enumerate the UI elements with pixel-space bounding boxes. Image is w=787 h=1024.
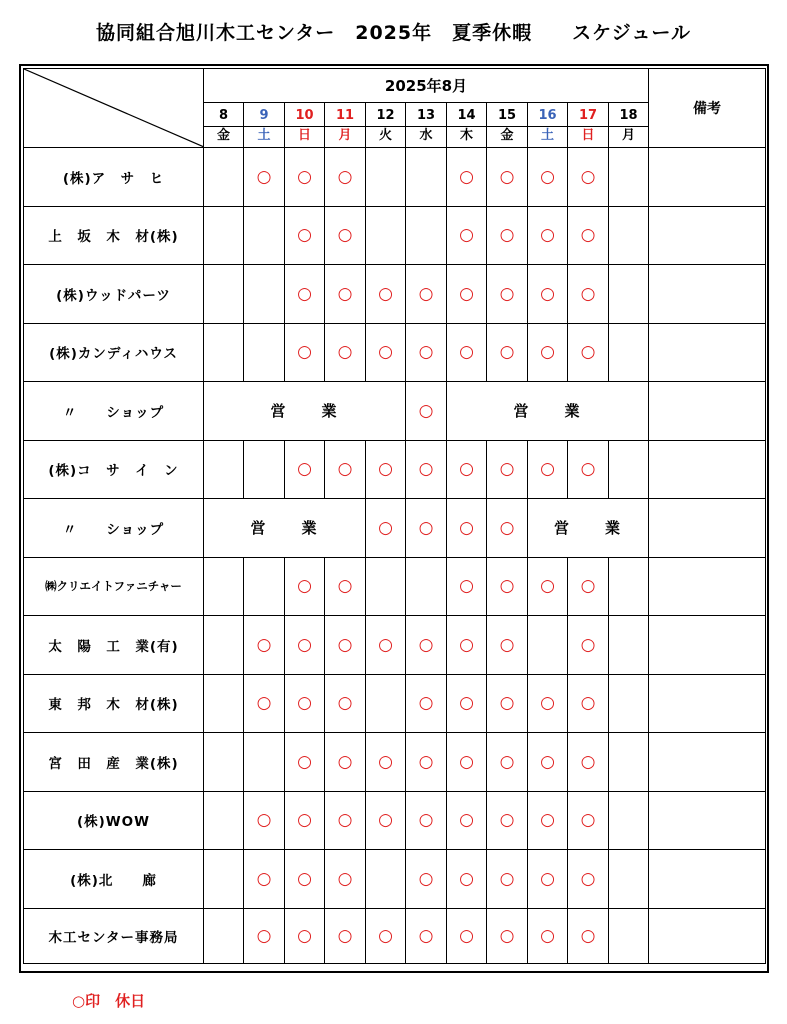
day-cell: ○ bbox=[325, 908, 366, 963]
day-cell: ○ bbox=[285, 148, 325, 207]
company-row bbox=[24, 382, 766, 441]
month-header-row bbox=[24, 69, 766, 103]
company-name: 〃 ショップ bbox=[24, 382, 204, 441]
day-cell: ○ bbox=[447, 440, 487, 499]
day-cell: ○ bbox=[568, 791, 609, 850]
company-row bbox=[24, 148, 766, 207]
day-cell: ○ bbox=[406, 616, 447, 675]
day-cell: ○ bbox=[406, 265, 447, 324]
company-row bbox=[24, 265, 766, 324]
day-cell: ○ bbox=[487, 499, 528, 558]
day-cell: ○ bbox=[447, 265, 487, 324]
day-cell: ○ bbox=[568, 908, 609, 963]
day-cell: ○ bbox=[406, 323, 447, 382]
page-title: 協同組合旭川木工センター 2025年 夏季休暇 スケジュール bbox=[96, 22, 691, 44]
day-of-week: 土 bbox=[257, 127, 271, 143]
corner-cell bbox=[24, 69, 204, 148]
day-cell: ○ bbox=[447, 791, 487, 850]
day-number: 18 bbox=[609, 106, 648, 127]
day-number: 17 bbox=[568, 106, 608, 127]
legend: ○印 休日 bbox=[72, 992, 146, 1010]
day-cell: ○ bbox=[244, 616, 285, 675]
day-cell bbox=[366, 148, 406, 207]
company-name: 太 陽 工 業(有) bbox=[24, 616, 204, 675]
day-of-week: 金 bbox=[216, 127, 230, 143]
day-cell bbox=[204, 674, 244, 733]
day-cell: ○ bbox=[325, 323, 366, 382]
company-name: (株)ウッドパーツ bbox=[24, 265, 204, 324]
day-of-week: 月 bbox=[338, 127, 352, 143]
day-cell: ○ bbox=[325, 674, 366, 733]
day-cell: ○ bbox=[366, 265, 406, 324]
day-cell: ○ bbox=[487, 148, 528, 207]
day-cell: ○ bbox=[244, 674, 285, 733]
day-cell: ○ bbox=[406, 733, 447, 792]
day-number: 16 bbox=[528, 106, 567, 127]
day-cell: ○ bbox=[528, 323, 568, 382]
day-cell: ○ bbox=[325, 791, 366, 850]
day-cell: ○ bbox=[285, 674, 325, 733]
day-cell: ○ bbox=[487, 908, 528, 963]
day-cell: ○ bbox=[487, 323, 528, 382]
day-cell: ○ bbox=[325, 850, 366, 909]
day-cell: ○ bbox=[568, 557, 609, 616]
day-cell: ○ bbox=[325, 440, 366, 499]
schedule-table bbox=[23, 68, 766, 964]
day-cell bbox=[244, 440, 285, 499]
day-cell: ○ bbox=[528, 674, 568, 733]
day-cell: ○ bbox=[406, 850, 447, 909]
day-cell: ○ bbox=[285, 557, 325, 616]
remarks-cell bbox=[649, 323, 766, 382]
diagonal-line bbox=[24, 69, 204, 147]
day-cell bbox=[244, 323, 285, 382]
day-cell: ○ bbox=[366, 323, 406, 382]
day-header-cell bbox=[487, 103, 528, 148]
day-cell: ○ bbox=[528, 206, 568, 265]
day-cell: ○ bbox=[406, 674, 447, 733]
day-cell bbox=[366, 674, 406, 733]
day-header-cell bbox=[325, 103, 366, 148]
day-of-week: 金 bbox=[500, 127, 514, 143]
day-number: 14 bbox=[447, 106, 486, 127]
day-cell bbox=[244, 265, 285, 324]
day-cell: ○ bbox=[406, 791, 447, 850]
day-number: 9 bbox=[244, 106, 284, 127]
company-name: 宮 田 産 業(株) bbox=[24, 733, 204, 792]
company-row bbox=[24, 499, 766, 558]
remarks-cell bbox=[649, 382, 766, 441]
day-cell: ○ bbox=[568, 148, 609, 207]
day-cell: ○ bbox=[285, 265, 325, 324]
day-cell: ○ bbox=[325, 616, 366, 675]
day-cell bbox=[609, 791, 649, 850]
company-name: 〃 ショップ bbox=[24, 499, 204, 558]
day-of-week: 水 bbox=[419, 127, 433, 143]
day-cell: ○ bbox=[487, 791, 528, 850]
day-cell bbox=[609, 557, 649, 616]
day-cell: ○ bbox=[447, 733, 487, 792]
day-cell bbox=[528, 616, 568, 675]
day-cell: ○ bbox=[568, 674, 609, 733]
day-cell: ○ bbox=[487, 616, 528, 675]
day-number: 12 bbox=[366, 106, 405, 127]
remarks-cell bbox=[649, 440, 766, 499]
day-cell: ○ bbox=[447, 323, 487, 382]
day-cell: ○ bbox=[487, 674, 528, 733]
day-header-cell bbox=[244, 103, 285, 148]
day-cell: ○ bbox=[568, 616, 609, 675]
day-cell bbox=[204, 616, 244, 675]
remarks-cell bbox=[649, 265, 766, 324]
company-row bbox=[24, 206, 766, 265]
day-cell: ○ bbox=[447, 616, 487, 675]
day-cell: ○ bbox=[568, 850, 609, 909]
remarks-cell bbox=[649, 791, 766, 850]
day-cell bbox=[204, 557, 244, 616]
day-cell: ○ bbox=[406, 382, 447, 441]
open-for-business-cell: 営 業 bbox=[204, 499, 366, 558]
day-cell bbox=[244, 557, 285, 616]
day-cell bbox=[406, 148, 447, 207]
day-cell bbox=[204, 791, 244, 850]
day-cell: ○ bbox=[366, 733, 406, 792]
day-cell bbox=[609, 206, 649, 265]
remarks-cell bbox=[649, 674, 766, 733]
day-cell: ○ bbox=[528, 557, 568, 616]
day-cell bbox=[366, 557, 406, 616]
day-cell: ○ bbox=[487, 206, 528, 265]
company-row bbox=[24, 557, 766, 616]
day-cell: ○ bbox=[568, 323, 609, 382]
day-of-week: 日 bbox=[297, 127, 311, 143]
day-cell: ○ bbox=[568, 265, 609, 324]
day-cell: ○ bbox=[406, 908, 447, 963]
company-row bbox=[24, 323, 766, 382]
day-cell bbox=[244, 206, 285, 265]
day-cell: ○ bbox=[487, 265, 528, 324]
company-name: 東 邦 木 材(株) bbox=[24, 674, 204, 733]
day-number: 11 bbox=[325, 106, 365, 127]
day-cell: ○ bbox=[528, 148, 568, 207]
day-cell bbox=[204, 265, 244, 324]
company-name: 上 坂 木 材(株) bbox=[24, 206, 204, 265]
day-cell bbox=[244, 733, 285, 792]
open-for-business-cell: 営 業 bbox=[447, 382, 649, 441]
day-cell bbox=[609, 440, 649, 499]
remarks-cell bbox=[649, 148, 766, 207]
day-cell: ○ bbox=[366, 908, 406, 963]
day-header-cell bbox=[366, 103, 406, 148]
day-cell bbox=[204, 323, 244, 382]
remarks-cell bbox=[649, 499, 766, 558]
day-cell: ○ bbox=[487, 733, 528, 792]
day-cell bbox=[204, 440, 244, 499]
company-name: (株)WOW bbox=[24, 791, 204, 850]
day-cell: ○ bbox=[325, 148, 366, 207]
day-cell: ○ bbox=[325, 557, 366, 616]
day-cell: ○ bbox=[244, 791, 285, 850]
day-cell: ○ bbox=[447, 557, 487, 616]
day-cell bbox=[609, 850, 649, 909]
day-number: 15 bbox=[487, 106, 527, 127]
day-cell: ○ bbox=[285, 908, 325, 963]
company-name: ㈱クリエイトファニチャー bbox=[24, 557, 204, 616]
company-name: (株)北 廊 bbox=[24, 850, 204, 909]
day-cell: ○ bbox=[487, 440, 528, 499]
day-cell: ○ bbox=[406, 499, 447, 558]
day-cell bbox=[406, 557, 447, 616]
day-number: 8 bbox=[204, 106, 243, 127]
day-cell bbox=[204, 733, 244, 792]
day-cell: ○ bbox=[568, 733, 609, 792]
day-cell: ○ bbox=[528, 791, 568, 850]
day-cell: ○ bbox=[285, 733, 325, 792]
day-cell: ○ bbox=[366, 440, 406, 499]
day-cell bbox=[366, 850, 406, 909]
day-cell: ○ bbox=[568, 206, 609, 265]
open-for-business-cell: 営 業 bbox=[204, 382, 406, 441]
company-row bbox=[24, 791, 766, 850]
company-row bbox=[24, 733, 766, 792]
open-for-business-cell: 営 業 bbox=[528, 499, 649, 558]
day-cell: ○ bbox=[487, 850, 528, 909]
day-cell: ○ bbox=[325, 206, 366, 265]
day-cell: ○ bbox=[285, 206, 325, 265]
day-cell bbox=[609, 908, 649, 963]
day-cell bbox=[609, 616, 649, 675]
day-cell: ○ bbox=[325, 265, 366, 324]
day-cell: ○ bbox=[244, 908, 285, 963]
day-cell: ○ bbox=[244, 148, 285, 207]
day-cell bbox=[609, 323, 649, 382]
day-cell bbox=[406, 206, 447, 265]
day-cell: ○ bbox=[568, 440, 609, 499]
day-cell: ○ bbox=[447, 499, 487, 558]
day-cell: ○ bbox=[528, 850, 568, 909]
remarks-cell bbox=[649, 850, 766, 909]
day-cell: ○ bbox=[528, 265, 568, 324]
remarks-cell bbox=[649, 557, 766, 616]
day-cell: ○ bbox=[447, 674, 487, 733]
day-of-week: 木 bbox=[459, 127, 473, 143]
day-cell: ○ bbox=[285, 440, 325, 499]
day-cell: ○ bbox=[528, 440, 568, 499]
remarks-cell bbox=[649, 908, 766, 963]
remarks-header: 備考 bbox=[649, 69, 766, 148]
day-cell: ○ bbox=[487, 557, 528, 616]
day-cell: ○ bbox=[447, 850, 487, 909]
day-cell bbox=[204, 148, 244, 207]
day-header-cell bbox=[568, 103, 609, 148]
day-cell: ○ bbox=[285, 323, 325, 382]
day-cell: ○ bbox=[447, 908, 487, 963]
day-header-cell bbox=[204, 103, 244, 148]
day-cell: ○ bbox=[366, 499, 406, 558]
day-cell: ○ bbox=[244, 850, 285, 909]
day-header-cell bbox=[406, 103, 447, 148]
day-of-week: 火 bbox=[378, 127, 392, 143]
day-cell: ○ bbox=[406, 440, 447, 499]
day-cell: ○ bbox=[366, 616, 406, 675]
company-name: 木工センター事務局 bbox=[24, 908, 204, 963]
day-of-week: 日 bbox=[581, 127, 595, 143]
day-cell bbox=[204, 206, 244, 265]
day-header-cell bbox=[285, 103, 325, 148]
company-row bbox=[24, 674, 766, 733]
day-cell bbox=[609, 148, 649, 207]
company-row bbox=[24, 908, 766, 963]
day-header-cell bbox=[528, 103, 568, 148]
company-row bbox=[24, 616, 766, 675]
day-cell bbox=[204, 850, 244, 909]
month-label: 2025年8月 bbox=[204, 69, 649, 103]
day-cell: ○ bbox=[528, 908, 568, 963]
company-row bbox=[24, 850, 766, 909]
day-cell bbox=[609, 265, 649, 324]
day-cell: ○ bbox=[447, 206, 487, 265]
day-of-week: 月 bbox=[621, 127, 635, 143]
day-of-week: 土 bbox=[540, 127, 554, 143]
day-cell bbox=[609, 733, 649, 792]
company-name: (株)カンディハウス bbox=[24, 323, 204, 382]
day-cell: ○ bbox=[528, 733, 568, 792]
day-header-cell bbox=[609, 103, 649, 148]
day-cell: ○ bbox=[447, 148, 487, 207]
remarks-cell bbox=[649, 616, 766, 675]
day-cell: ○ bbox=[366, 791, 406, 850]
day-header-cell bbox=[447, 103, 487, 148]
day-cell bbox=[366, 206, 406, 265]
day-number: 10 bbox=[285, 106, 324, 127]
day-cell bbox=[204, 908, 244, 963]
day-cell: ○ bbox=[285, 791, 325, 850]
day-cell: ○ bbox=[285, 616, 325, 675]
company-row bbox=[24, 440, 766, 499]
day-cell bbox=[609, 674, 649, 733]
remarks-cell bbox=[649, 206, 766, 265]
day-number: 13 bbox=[406, 106, 446, 127]
remarks-cell bbox=[649, 733, 766, 792]
day-cell: ○ bbox=[325, 733, 366, 792]
company-name: (株)ア サ ヒ bbox=[24, 148, 204, 207]
company-name: (株)コ サ イ ン bbox=[24, 440, 204, 499]
day-cell: ○ bbox=[285, 850, 325, 909]
